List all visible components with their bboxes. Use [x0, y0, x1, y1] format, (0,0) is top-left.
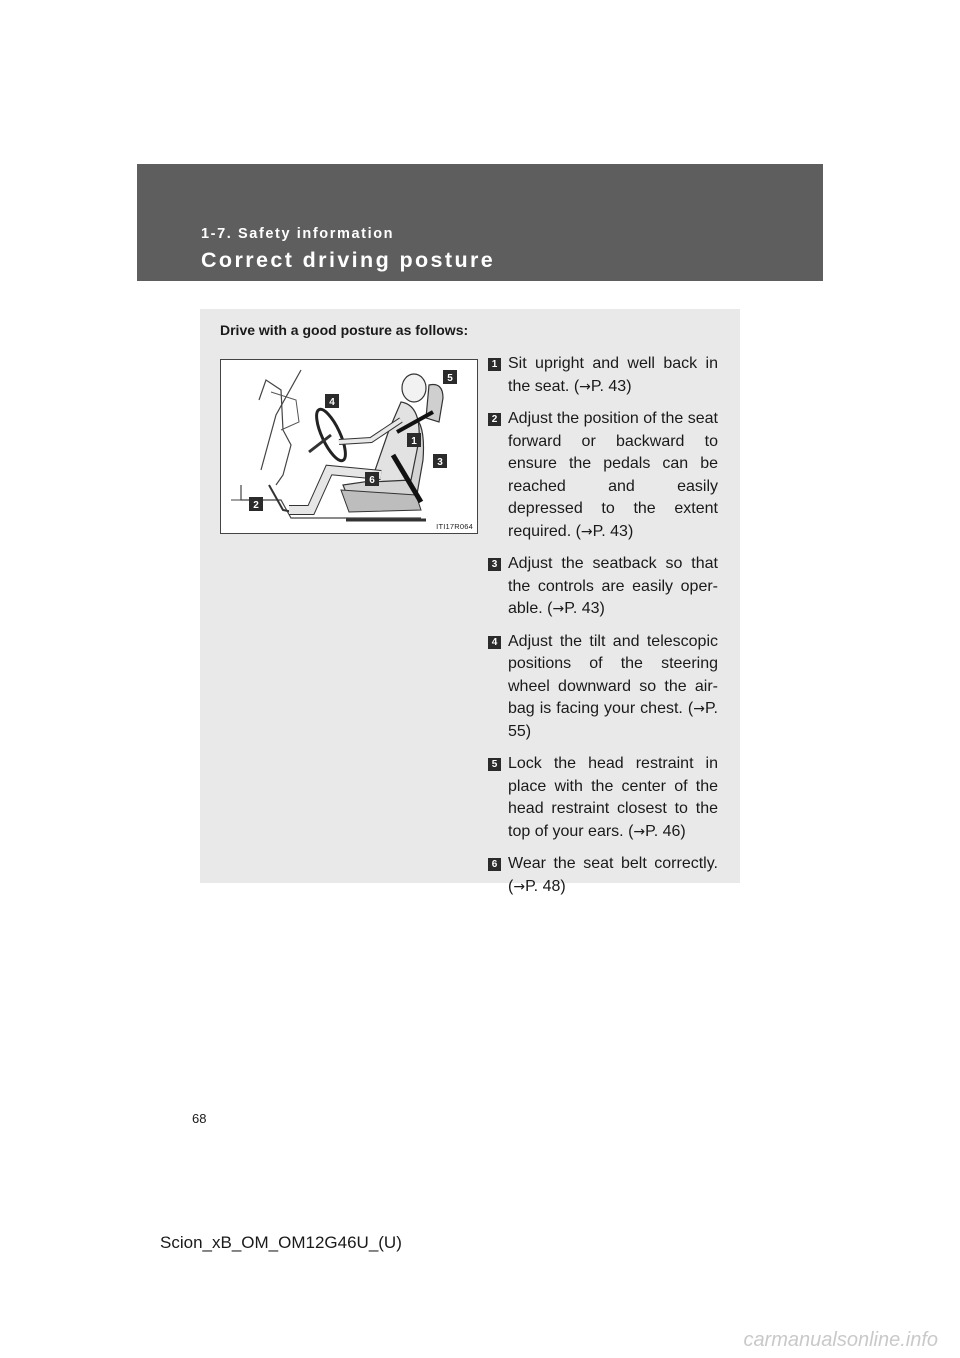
content-box: [200, 309, 740, 895]
page-title: Correct driving posture: [201, 248, 496, 272]
section-label: 1-7. Safety information: [201, 226, 395, 242]
list-item: [488, 853, 718, 898]
step-number-badge: 5: [488, 758, 501, 771]
arrow-icon: →: [633, 823, 646, 840]
step-text: Sit upright and well back in the seat. (→P. 43): [508, 355, 718, 395]
step-number-badge: 3: [488, 558, 501, 571]
step-text: Adjust the position of the seat forward or backward to ensure the pedals can be reached and easily depressed to the extent required. (→P. 43): [508, 410, 718, 540]
intro-text: Drive with a good posture as follows:: [220, 322, 469, 338]
step-text: Wear the seat belt correctly. (→P. 48): [508, 855, 718, 895]
arrow-icon: →: [513, 878, 526, 895]
step-number-badge: 6: [488, 858, 501, 871]
callout-6: 6: [369, 475, 375, 486]
arrow-icon: →: [579, 378, 591, 395]
list-item: [488, 553, 718, 621]
list-item: [488, 353, 718, 398]
callout-5: 5: [447, 373, 453, 384]
watermark: carmanualsonline.info: [743, 1329, 938, 1351]
step-number-badge: 4: [488, 636, 501, 649]
callout-2: 2: [253, 500, 259, 511]
arrow-icon: →: [580, 523, 593, 540]
driver-seat-drawing: [221, 360, 477, 533]
step-text: Adjust the tilt and telescopic positions of the steering wheel downward so the air-bag is facing your chest. (→P. 55): [508, 632, 718, 740]
page-number: 68: [192, 1111, 207, 1126]
list-item: [488, 631, 718, 744]
arrow-icon: →: [552, 601, 565, 617]
header-band: [137, 164, 823, 281]
step-number-badge: 1: [488, 358, 501, 371]
list-item: [488, 408, 718, 543]
document-id: Scion_xB_OM_OM12G46U_(U): [160, 1233, 402, 1252]
callout-3: 3: [437, 457, 443, 468]
callout-4: 4: [329, 397, 335, 408]
arrow-icon: →: [693, 701, 705, 717]
step-number-badge: 2: [488, 413, 501, 426]
figure-code: ITI17R064: [436, 522, 473, 531]
step-text: Lock the head restraint in place with the center of the head restraint closest to the top of your ears. (→P. 46): [508, 755, 718, 840]
list-item: [488, 753, 718, 843]
posture-steps-list: [488, 353, 718, 908]
callout-1: 1: [411, 436, 417, 447]
driving-posture-illustration: [220, 359, 478, 534]
step-text: Adjust the seatback so that the controls are easily oper-able. (→P. 43): [508, 555, 718, 617]
